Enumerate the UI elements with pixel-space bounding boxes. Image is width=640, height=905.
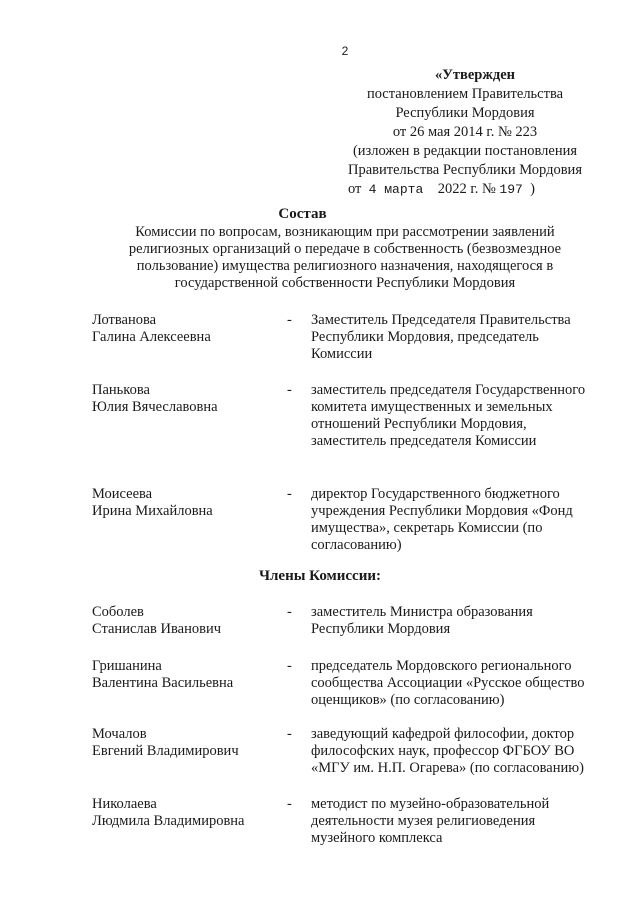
person-surname: Моисеева — [92, 486, 153, 502]
person-name — [92, 658, 282, 692]
person-surname: Гришанина — [92, 658, 162, 674]
approval-date-day: 4 марта — [368, 182, 424, 197]
approval-date-suffix: ) — [522, 181, 535, 197]
person-role: заместитель председателя Государственного комитета имущественных и земельных отношений Республики Мордовия, заместитель председателя Комиссии — [311, 382, 586, 449]
approval-line-1: «Утвержден — [435, 67, 515, 83]
members-heading: Члены Комиссии: — [259, 568, 381, 584]
person-given-name: Галина Алексеевна — [92, 329, 211, 345]
person-role: Заместитель Председателя Правительства Республики Мордовия, председатель Комиссии — [311, 312, 571, 362]
person-surname: Соболев — [92, 604, 144, 620]
person-role: методист по музейно-образовательной деятельности музея религиоведения музейного комплекса — [311, 796, 550, 846]
person-role: директор Государственного бюджетного учреждения Республики Мордовия «Фонд имущества», секретарь Комиссии (по согласованию) — [311, 486, 573, 553]
dash-separator: - — [287, 382, 292, 398]
approval-line-5: (изложен в редакции постановления — [352, 143, 578, 159]
approval-date-line — [330, 180, 600, 199]
dash-separator: - — [287, 796, 292, 812]
person-name — [92, 604, 282, 638]
dash-separator: - — [287, 726, 292, 742]
person-given-name: Валентина Васильевна — [92, 675, 234, 691]
person-name — [92, 796, 282, 830]
approval-date-prefix: от — [348, 181, 369, 197]
dash-separator: - — [287, 486, 292, 502]
document-title: Состав — [278, 206, 327, 222]
approval-date-mid: 2022 г. № — [423, 181, 500, 197]
person-surname: Панькова — [92, 382, 150, 398]
person-name — [92, 312, 282, 346]
dash-separator: - — [287, 312, 292, 328]
person-name — [92, 726, 282, 760]
person-given-name: Евгений Владимирович — [92, 743, 239, 759]
approval-line-3: Республики Мордовия — [395, 105, 535, 121]
person-given-name: Людмила Владимировна — [92, 813, 245, 829]
approval-stamp — [330, 66, 600, 199]
person-surname: Лотванова — [92, 312, 157, 328]
person-surname: Николаева — [92, 796, 157, 812]
approval-date-number: 197 — [499, 182, 523, 197]
person-surname: Мочалов — [92, 726, 147, 742]
person-name — [92, 486, 282, 520]
approval-line-2: постановлением Правительства — [366, 86, 564, 102]
document-subtitle: Комиссии по вопросам, возникающим при рассмотрении заявлений религиозных организаций о передаче в собственность (безвозмездное пользование) имущества религиозного назначения, находящегося в государственной собственности Республики Мордовия — [128, 224, 562, 291]
person-given-name: Станислав Иванович — [92, 621, 221, 637]
person-role: председатель Мордовского регионального сообщества Ассоциации «Русское общество оценщиков» (по согласованию) — [311, 658, 585, 708]
approval-line-4: от 26 мая 2014 г. № 223 — [392, 124, 538, 140]
approval-line-6: Правительства Республики Мордовия — [348, 162, 582, 178]
dash-separator: - — [287, 604, 292, 620]
person-role: заведующий кафедрой философии, доктор философских наук, профессор ФГБОУ ВО «МГУ им. Н.П. Огарева» (по согласованию) — [311, 726, 584, 776]
person-name — [92, 382, 282, 416]
person-given-name: Ирина Михайловна — [92, 503, 213, 519]
person-role: заместитель Министра образования Республики Мордовия — [311, 604, 533, 637]
dash-separator: - — [287, 658, 292, 674]
person-given-name: Юлия Вячеславовна — [92, 399, 218, 415]
page-number: 2 — [341, 44, 349, 58]
